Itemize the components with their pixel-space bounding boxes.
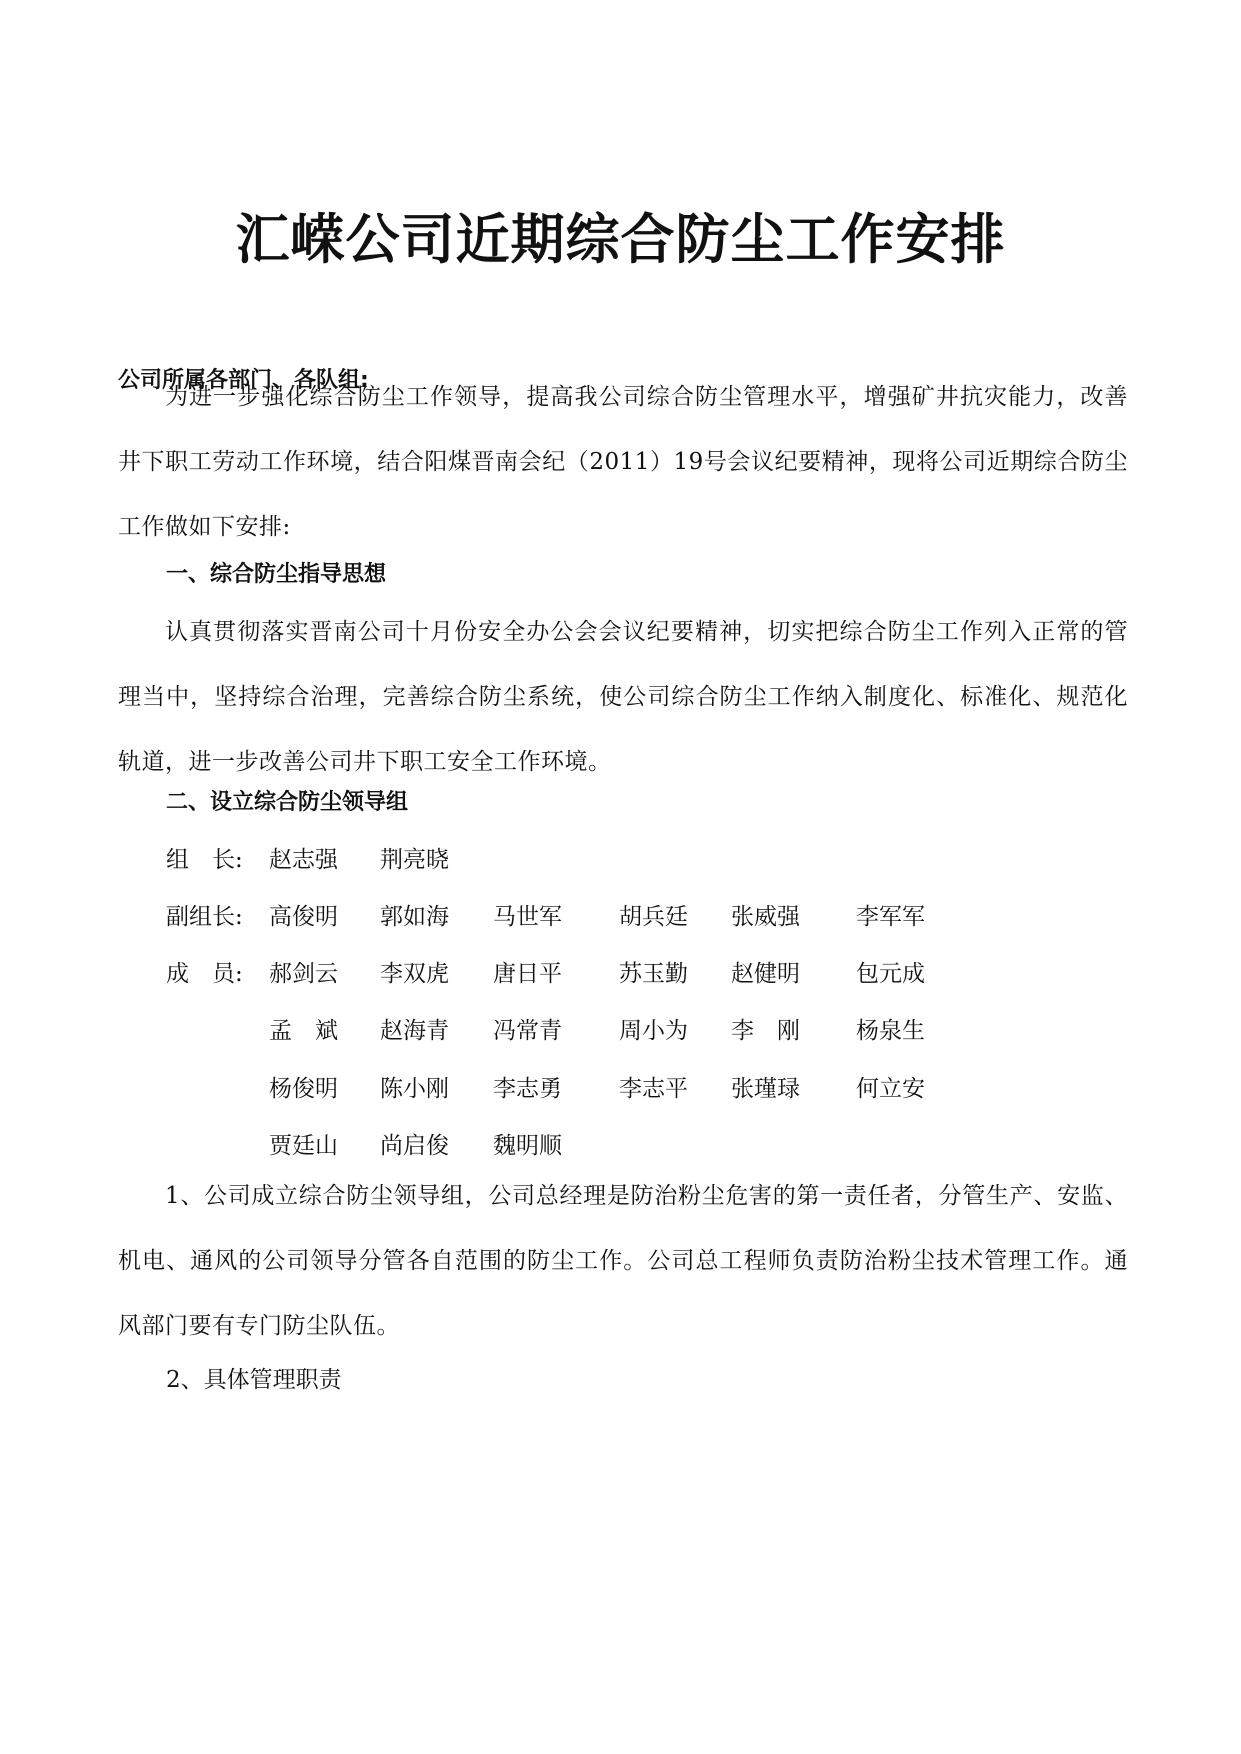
intro-paragraph: 为进一步强化综合防尘工作领导，提高我公司综合防尘管理水平，增强矿井抗灾能力，改善井下职工劳动工作环境，结合阳煤晋南会纪（2011）19号会议纪要精神，现将公司近期综合防尘工作做如下安排: [118, 384, 1128, 540]
member-name: 李志平 [619, 1076, 688, 1102]
salutation: 公司所属各部门、各队组: [118, 368, 369, 393]
member-name: 冯常青 [493, 1018, 562, 1044]
deputy-name: 郭如海 [380, 904, 449, 930]
deputy-name: 李军军 [856, 904, 925, 930]
item-1-paragraph: 1、公司成立综合防尘领导组，公司总经理是防治粉尘危害的第一责任者，分管生产、安监、机电、通风的公司领导分管各自范围的防尘工作。公司总工程师负责防治粉尘技术管理工作。通风部门要有专门防尘队伍。 [118, 1183, 1128, 1339]
member-name: 包元成 [856, 961, 925, 987]
member-name: 唐日平 [493, 961, 562, 987]
member-name: 杨俊明 [269, 1076, 338, 1102]
member-name: 李 刚 [731, 1018, 800, 1044]
member-name: 何立安 [856, 1076, 925, 1102]
leader-name: 荆亮晓 [380, 847, 449, 873]
document-title: 汇嵘公司近期综合防尘工作安排 [235, 208, 1006, 271]
leader-label: 组 长: [166, 847, 243, 873]
section-1-heading: 一、综合防尘指导思想 [166, 562, 387, 587]
member-name: 赵海青 [380, 1018, 449, 1044]
member-name: 郝剑云 [269, 961, 338, 987]
member-name: 贾廷山 [269, 1133, 338, 1159]
leader-name: 赵志强 [269, 847, 338, 873]
member-name: 李双虎 [380, 961, 449, 987]
member-name: 杨泉生 [856, 1018, 925, 1044]
member-name: 魏明顺 [493, 1133, 562, 1159]
member-name: 孟 斌 [269, 1018, 338, 1044]
member-name: 周小为 [619, 1018, 688, 1044]
item-2-heading: 2、具体管理职责 [166, 1367, 342, 1393]
member-name: 苏玉勤 [619, 961, 688, 987]
member-name: 张瑾琭 [731, 1076, 800, 1102]
deputy-name: 张威强 [731, 904, 800, 930]
member-name: 李志勇 [493, 1076, 562, 1102]
deputy-name: 高俊明 [269, 904, 338, 930]
member-name: 陈小刚 [380, 1076, 449, 1102]
member-name: 尚启俊 [380, 1133, 449, 1159]
section-2-heading: 二、设立综合防尘领导组 [166, 790, 409, 815]
deputy-label: 副组长: [166, 904, 243, 930]
deputy-name: 胡兵廷 [619, 904, 688, 930]
section-1-body: 认真贯彻落实晋南公司十月份安全办公会会议纪要精神，切实把综合防尘工作列入正常的管理当中，坚持综合治理，完善综合防尘系统，使公司综合防尘工作纳入制度化、标准化、规范化轨道，进一步改善公司井下职工安全工作环境。 [118, 619, 1128, 775]
member-label: 成 员: [166, 961, 243, 987]
member-name: 赵健明 [731, 961, 800, 987]
deputy-name: 马世军 [493, 904, 562, 930]
